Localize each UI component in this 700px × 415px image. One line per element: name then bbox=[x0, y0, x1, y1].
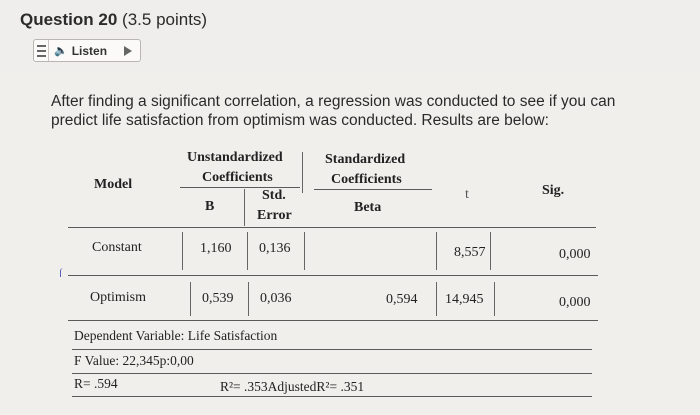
row2-divider-4 bbox=[494, 282, 495, 316]
row2-beta: 0,594 bbox=[386, 292, 418, 307]
b-se-divider bbox=[244, 189, 245, 226]
rule-footer-1 bbox=[72, 349, 592, 350]
row1-divider-5 bbox=[490, 232, 491, 270]
row1-divider-2 bbox=[247, 232, 248, 270]
rule-std bbox=[314, 189, 432, 190]
row1-b: 1,160 bbox=[200, 241, 232, 256]
footer-r: R= .594 bbox=[74, 376, 118, 391]
speaker-icon: 🔈 bbox=[54, 45, 68, 57]
header-divider bbox=[302, 152, 303, 193]
header-sig: Sig. bbox=[542, 183, 565, 198]
row1-se: 0,136 bbox=[259, 241, 291, 256]
row2-divider-3 bbox=[436, 282, 437, 316]
rule-footer-2 bbox=[72, 373, 592, 374]
row1-sig: 0,000 bbox=[559, 247, 591, 262]
rule-footer-3 bbox=[72, 396, 592, 397]
header-b: B bbox=[205, 199, 215, 214]
row2-t: 14,945 bbox=[445, 292, 484, 307]
footer-r-squared: R²= .353AdjustedR²= .351 bbox=[220, 379, 365, 394]
header-std-coefficients: Coefficients bbox=[331, 172, 402, 187]
header-t: t bbox=[465, 187, 469, 202]
footer-f-value: F Value: 22,345p:0,00 bbox=[74, 353, 194, 368]
rule-row2 bbox=[68, 320, 598, 321]
row1-divider-1 bbox=[182, 232, 183, 270]
row2-se: 0,036 bbox=[260, 291, 292, 306]
listen-label: Listen bbox=[71, 43, 108, 58]
header-standardized: Standardized bbox=[325, 152, 406, 167]
header-unstandardized: Unstandardized bbox=[187, 150, 283, 165]
rule-header-bottom bbox=[68, 227, 596, 228]
row2-model: Optimism bbox=[90, 290, 147, 305]
header-std: Std. bbox=[262, 188, 286, 203]
row1-t: 8,557 bbox=[454, 245, 486, 260]
row1-divider-4 bbox=[436, 232, 437, 270]
row2-b: 0,539 bbox=[202, 291, 234, 306]
row1-model: Constant bbox=[92, 240, 142, 255]
header-beta: Beta bbox=[354, 200, 382, 215]
question-prompt: After finding a significant correlation, a regression was conducted to see if you can predict life satisfaction from optimism was conducted. Results are below: bbox=[51, 93, 616, 129]
bracket-mark bbox=[60, 268, 66, 277]
header-error: Error bbox=[257, 208, 292, 223]
rule-row1 bbox=[68, 275, 598, 276]
footer-dependent-variable: Dependent Variable: Life Satisfaction bbox=[74, 328, 278, 343]
row1-divider-3 bbox=[304, 232, 305, 270]
question-points: (3.5 points) bbox=[122, 10, 208, 29]
row2-divider-1 bbox=[190, 282, 191, 316]
question-title: Question 20 (3.5 points) bbox=[20, 10, 208, 29]
row2-divider-2 bbox=[248, 282, 249, 316]
header-model: Model bbox=[94, 177, 133, 192]
rule-unstd bbox=[180, 187, 300, 188]
row2-sig: 0,000 bbox=[559, 295, 591, 310]
header-coefficients: Coefficients bbox=[202, 170, 273, 185]
